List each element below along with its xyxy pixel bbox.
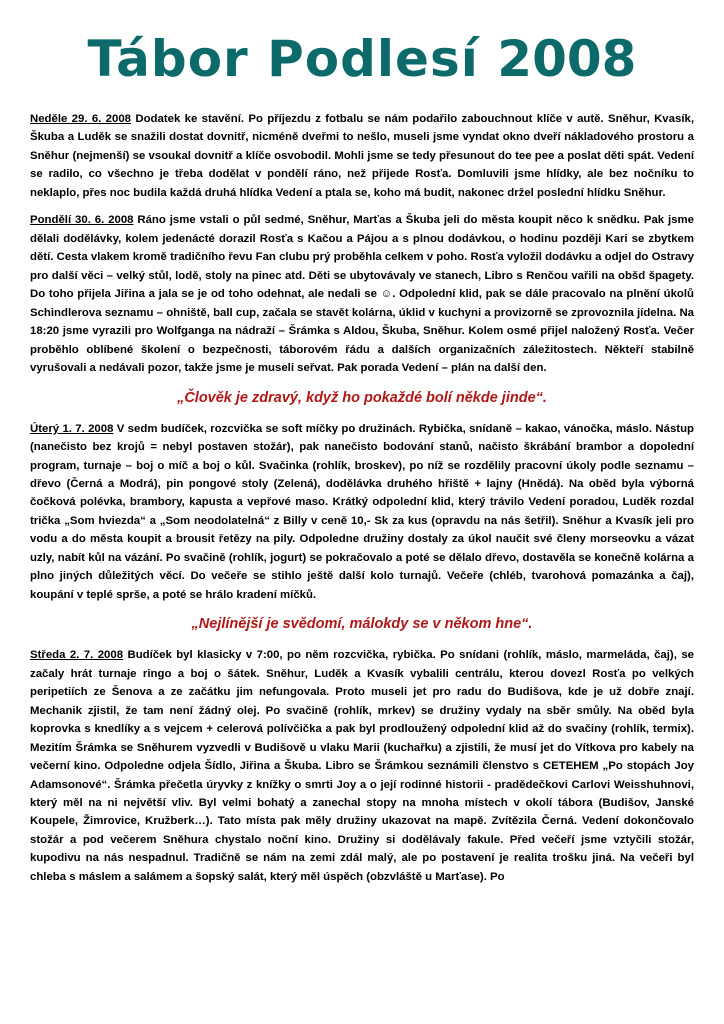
- entry-date-utery-1-7: Úterý 1. 7. 2008: [30, 422, 114, 435]
- quote-1: „Člověk je zdravý, když ho pokaždé bolí někde jinde“.: [177, 389, 547, 406]
- entry-streda-2-7: [30, 646, 694, 886]
- entry-text-pondeli-30-6: Ráno jsme vstali o půl sedmé, Sněhur, Marťas a Škuba jeli do města koupit něco k snědku. Pak jsme dělali dodělávky, kolem jedenácté dorazil Rosťa s Kačou a Pájou a s plnou dodávkou, o hodinu později Kari se zbytkem dětí. Cesta vlakem kromě tradičního řevu Fan clubu prý proběhla celkem v poho. Rosťa vyložil dodávku a odjel do Ostravy pro další věci – velký stůl, lodě, stoly na pinec atd. Děti se ubytovávaly ve stanech, Libro s Renčou vařili na obšd špagety. Do toho přijela Jiřina a jala se je od toho odehnat, ale nedali se ☺. Odpolední klid, pak se dále pracovalo na plnění úkolů Schindlerova seznamu – ohniště, ball cup, začala se stavět kolárna, úklid v kuchyni a provizorně se zprovoznila jídelna. Na 18:20 jsme vyrazili pro Wolfganga na nádraží – Šrámka s Aldou, Škuba, Sněhur. Kolem osmé přijel naložený Rosťa. Večer proběhlo oblíbené školení o bezpečnosti, táborovém řádu a dalších organizačních záležitostech. Někteří stabilně vyrušovali a nedávali pozor, takže jsme je museli seřvat. Pak porada Vedení – plán na další den.: [30, 214, 694, 375]
- page-title-main: Tábor Podlesí: [87, 30, 479, 88]
- entry-pondeli-30-6: [30, 211, 694, 377]
- entry-text-utery-1-7: V sedm budíček, rozcvička se soft míčky po družinách. Rybička, snídaně – kakao, vánočka, máslo. Nástup (nanečisto bez krojů = nebyl postaven stožár), pak nanečisto bodování stanů, načisto škrábání brambor a dopolední program, turnaje – boj o míč a boj o kůl. Svačinka (rohlík, broskev), po níž se rozdělily pracovní úkoly podle seznamu – dřevo (Černá a Modrá), pin pongové stoly (Zelená), dodělávka druhého hřiště + lajny (Hnědá). Na oběd byla výborná čočková polévka, brambory, kapusta a vepřové maso. Krátký odpolední klid, který trávilo Vedení poradou, Luděk rozdal trička „Som hviezda“ a „Som neodolatelná“ z Billy v ceně 10,- Sk za kus (opravdu na nás šetřil). Sněhur a Kvasík jeli pro vodu a do města koupit a brousit řetězy na pily. Odpoledne družiny dostaly za úkol naučit své členy morseovku a vázat uzly, nabít kůl na vázání. Po svačině (rohlík, jogurt) se pokračovalo a poté se dělalo dřevo, dostavěla se konečně kolárna a plno jiných důležitých věcí. Do večeře se stihlo ještě další kolo turnajů. Večeře (chléb, tvarohová pomazánka a čaj), koupání v teplé sprše, a poté se hrálo kradení míčků.: [30, 422, 694, 601]
- page-title: [30, 30, 694, 88]
- entry-date-nedele-29-6: Neděle 29. 6. 2008: [30, 113, 132, 125]
- page-title-year: 2008: [497, 30, 637, 88]
- entry-text-streda-2-7: Budíček byl klasicky v 7:00, po něm rozcvička, rybička. Po snídani (rohlík, máslo, marmeláda, čaj), se začaly hrát turnaje ringo a boj o šátek. Sněhur, Luděk a Kvasík vybalili centrálu, kterou dovezl Rosťa po velkých peripetiích ze Šenova a ze začátku jim nefungovala. Proto museli jet pro radu do Budišova, kde je už dobře znají. Mechanik zjistil, že tam není žádný olej. Po svačině (rohlík, mrkev) se družiny vydaly na sběr smůly. Na oběd byla koprovka s knedlíky a s vejcem + celerová polívčička a pak byl prodloužený odpolední klid až do svačiny (rohlík, termix). Mezitím Šrámka se Sněhurem vyzvedli v Budišově u vlaku Marii (kuchařku) a zjistili, že musí jet do Vítkova pro kabely na večerní kino. Odpoledne odjela Šídlo, Jiřina a Škuba. Libro se Šrámkou seznámili členstvo s CETEHEM „Po stopách Joy Adamsonové“. Šrámka přečetla úryvky z knížky o smrti Joy a o její rodinné historii - pradědečkovi Carlovi Weisshuhnovi, který měl na ni největší vliv. Byl velmi bohatý a zanechal stopy na mnoha místech v okolí tábora (Budišov, Janské Koupele, Žimrovice, Kružberk…). Tato místa pak měly družiny ukazovat na mapě. Zvítězila Černá. Vedení dokončovalo stožár a pod večerem Sněhura chystalo noční kino. Družiny si dodělávaly fakule. Před večeří jsme vztyčili stožár, kupodivu na nás nespadnul. Tradičně se nám na zemi zdál malý, ale po postavení je realita trošku jiná. Na večeři byl chleba s máslem a salámem a šopský salát, který měl úspěch (obzvláště u Marťase). Po: [30, 649, 694, 883]
- entry-utery-1-7: [30, 420, 694, 605]
- entry-text-nedele-29-6: Dodatek ke stavění. Po příjezdu z fotbalu se nám podařilo zabouchnout klíče v autě. Sněhur, Kvasík, Škuba a Luděk se snažili dostat dovnitř, nicméně dveřmi to nešlo, museli jsme vyndat okno dveří nákladového prostoru a Sněhur (nejmenší) se vsoukal dovnitř a klíče osvobodil. Mohli jsme se tedy přesunout do tee pee a poslat děti spát. Vedení se radilo, co všechno je třeba dodělat v pondělí ráno, než přijede Rosťa. Domluvili jsme hlídky, ale bez nočníku to neklaplo, přes noc budila každá druhá hlídka Vedení a ptala se, koho má budit, nakonec držel poslední hlídku Sněhur.: [30, 113, 694, 199]
- quote-2: „Nejlínější je svědomí, málokdy se v někom hne“.: [191, 616, 533, 633]
- entry-date-streda-2-7: Středa 2. 7. 2008: [30, 649, 124, 662]
- entry-nedele-29-6: [30, 110, 694, 202]
- entry-date-pondeli-30-6: Pondělí 30. 6. 2008: [30, 214, 134, 227]
